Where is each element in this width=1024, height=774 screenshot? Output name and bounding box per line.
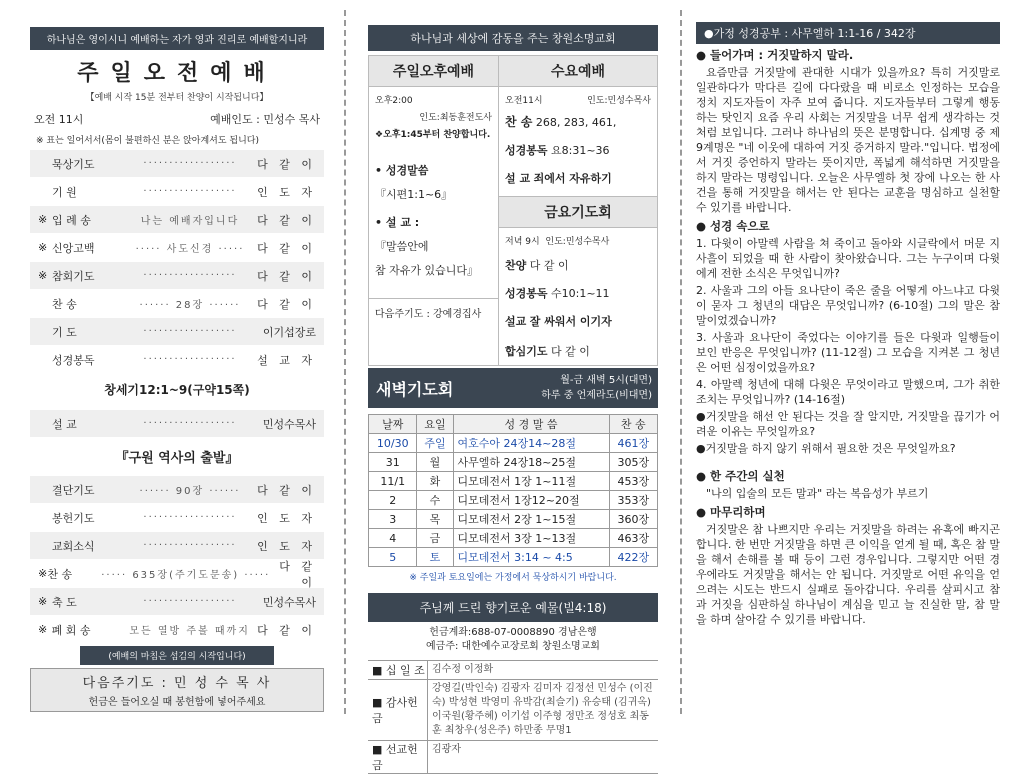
question-4: 4. 아말렉 청년에 대해 다윗은 무엇이라고 말했으며, 그가 취한 조치는 무엇입니까? (14-16절) <box>696 378 1000 406</box>
account-info <box>368 626 658 654</box>
table-cell: 463장 <box>609 529 657 548</box>
offering-row <box>368 741 658 774</box>
table-body <box>369 434 658 567</box>
order-list <box>30 150 324 373</box>
order-item-detail: 모든 열방 주볼 때까지 <box>129 626 250 637</box>
table-row <box>369 529 658 548</box>
question-2: 2. 사울과 그의 아들 요나단이 죽은 줄을 어떻게 아느냐고 다윗이 묻자 그 청년의 대답은 무엇입니까? (6-10절) 그의 말은 참말이었겠습니까? <box>696 284 1000 327</box>
order-item <box>30 178 324 205</box>
sunday-pm-sermon-2: 참 자유가 있습니다』 <box>375 264 479 277</box>
order-item <box>30 346 324 373</box>
order-item-star: ※ <box>38 213 48 226</box>
dawn-times <box>498 373 658 403</box>
order-item-person: 다 같 이 <box>279 559 316 589</box>
church-banner: 하나님과 세상에 감동을 주는 창원소명교회 <box>368 25 658 51</box>
order-item-person: 인 도 자 <box>257 185 316 199</box>
table-cell: 305장 <box>609 453 657 472</box>
account-number: 헌금계좌:688-07-0008890 경남은행 <box>429 627 597 638</box>
order-item-name: 입 례 송 <box>52 213 91 227</box>
order-item-name: 교회소식 <box>52 539 95 553</box>
table-cell: 11/1 <box>369 472 417 491</box>
offering-row <box>368 680 658 741</box>
services-grid <box>368 55 658 366</box>
wed-leader: 인도:민성수목사 <box>587 96 651 106</box>
intro-body: 요즘만큼 거짓말에 관대한 시대가 있을까요? 특히 거짓말로 일관하다가 막다른 길에 다다랐을 때 비로소 인정하는 모습을 정치 지도자들이 자주 보여 줍니다. 지도자들부터 그렇게 행동하는 탓인지 요즘 우리 사회는 거짓말을 너무 쉽게 생각하는 것처럼 보입니다. 그러나 하나님의 뜻은 분명합니다. 십계명 중 제9계명은 "네 이웃에 대하여 거짓 증거하지 말라."입니다. 법정에서 거짓 증언하지 말라는 뜻이지만, 폭넓게 해석하면 거짓말을 하지 말라는 명령입니다. 오늘은 사무엘하 첫 장에 나오는 한 사건을 통해 거짓말을 해서는 안 된다는 교훈을 명심하고 실천할 수 있기를 바랍니다. <box>696 66 1000 214</box>
offering-note: 헌금은 들어오실 때 봉헌함에 넣어주세요 <box>88 697 266 708</box>
table-cell: 360장 <box>609 510 657 529</box>
order-item-person: 다 같 이 <box>257 483 316 497</box>
table-cell: 2 <box>369 491 417 510</box>
column-divider-left <box>344 10 346 714</box>
table-cell: 수 <box>417 491 453 510</box>
closing-title: ● 마무리하며 <box>696 505 766 519</box>
next-prayer-leader: 다음주기도 : 민 성 수 목 사 <box>82 676 272 691</box>
order-item-name: 참회기도 <box>52 269 95 283</box>
wed-reading-value: 요8:31~36 <box>551 144 610 157</box>
order-item-name: 설 교 <box>52 417 77 431</box>
wed-sermon-label: 설 교 <box>505 172 531 185</box>
order-item-detail: ·················· <box>143 596 237 607</box>
order-item-person: 다 같 이 <box>257 241 316 255</box>
table-cell: 353장 <box>609 491 657 510</box>
order-item-detail: ·················· <box>143 186 237 197</box>
table-cell: 31 <box>369 453 417 472</box>
offering-type: ■ 감사헌금 <box>368 680 428 740</box>
table-note: ※ 주일과 토요일에는 가정에서 묵상하시기 바랍니다. <box>409 573 617 583</box>
question-1: 1. 다윗이 아말렉 사람을 쳐 죽이고 돌아와 시글락에서 머문 지 사흘이 되었을 때 한 사람이 찾아왔습니다. 그는 누구이며 다윗에게 전한 소식은 무엇입니까? <box>696 237 1000 280</box>
column-divider-right <box>680 10 682 714</box>
order-item-person: 다 같 이 <box>257 213 316 227</box>
order-item-star: ※ <box>38 595 48 608</box>
order-item-star: ※ <box>38 241 48 254</box>
wed-fri-box <box>499 56 657 365</box>
order-item-detail: ······ 90장 ······ <box>139 486 241 497</box>
sunday-pm-praise: ❖오후1:45부터 찬양합니다. <box>375 130 491 140</box>
table-cell: 주일 <box>417 434 453 453</box>
study-header: ●가정 성경공부 : 사무엘하 1:1-16 / 342장 <box>696 22 1000 44</box>
fri-sermon-label: 설교 <box>505 315 527 328</box>
order-item <box>30 318 324 345</box>
fri-pray-label: 합심기도 <box>505 345 548 358</box>
order-item <box>30 262 324 289</box>
sunday-pm-title: 주일오후예배 <box>369 56 498 87</box>
order-item-name: 봉헌기도 <box>52 511 95 525</box>
service-leader: 예배인도 : 민성수 목사 <box>210 113 320 126</box>
wed-hymn-value: 268, 283, 461, <box>535 116 617 129</box>
table-cell: 디모데전서 1장12~20절 <box>453 491 609 510</box>
wed-hymn-label: 찬 송 <box>505 115 533 129</box>
table-row <box>369 434 658 453</box>
order-item <box>30 532 324 559</box>
fri-pray-value: 다 같 이 <box>551 345 590 358</box>
order-item-name: 축 도 <box>52 595 77 609</box>
order-item-detail: ·················· <box>143 540 237 551</box>
closing-body: 거짓말은 참 나쁘지만 우리는 거짓말을 하려는 유혹에 빠지곤 합니다. 한 번만 거짓말을 하면 큰 이익을 얻게 될 때, 혹은 참 말을 해서 손해를 볼 때 등이 그런 경우입니다. 그렇지만 어떤 경우에라도 거짓말을 해서는 안 됩니다. 거짓말로 어떤 유익을 얻으려는 시도는 반드시 실패로 돌아갑니다. 우리를 살피시고 참과 거짓을 심판하실 하나님이 계심을 믿고 늘 진실한 말, 참 말을 하며 살아갈 수 있기를 바랍니다. <box>696 523 1000 626</box>
sunday-pm-time: 오후2:00 <box>375 96 413 106</box>
offering-names: 김광자 <box>432 744 461 755</box>
table-row <box>369 453 658 472</box>
order-item-person: 다 같 이 <box>257 623 316 637</box>
fri-reading <box>499 283 657 303</box>
sunday-pm-sermon-1: 『말씀안에 <box>375 240 429 253</box>
sunday-pm-sermon-label: • 설 교 : <box>375 216 420 229</box>
order-item <box>30 206 324 233</box>
fri-sermon-value: 잘 싸워서 이기자 <box>529 315 612 328</box>
order-item-name: 묵상기도 <box>52 157 95 171</box>
dawn-line-2: 하루 중 언제라도(비대면) <box>541 390 652 401</box>
sunday-pm-reading: 『시편1:1~6』 <box>375 188 453 201</box>
dawn-prayer-banner <box>368 368 658 408</box>
order-item-star: ※ <box>38 623 48 636</box>
order-item-detail: ·················· <box>143 354 237 365</box>
sunday-pm-box <box>369 56 499 365</box>
order-item-detail: ·················· <box>143 418 237 429</box>
bullet-1: ●거짓말을 해선 안 된다는 것을 잘 알지만, 거짓말을 끊기가 어려운 이유는 무엇일까요? <box>696 410 1000 438</box>
order-list-closing <box>30 476 324 643</box>
table-header-cell: 요일 <box>417 415 453 434</box>
reading-table <box>368 414 658 567</box>
offering-names: 강영길(박인숙) 김광자 김미자 김정선 민성수 (이진숙) 박성현 박영미 유박감(최슬기) 유승태 (김귀옥) 이국원(황주혜) 이기섭 이주형 정만조 정성호 최동훈 최창우(성은주) 하만종 무명1 <box>432 683 653 736</box>
table-cell: 453장 <box>609 472 657 491</box>
order-item-name: 기 원 <box>52 185 77 199</box>
table-header-cell: 찬 송 <box>609 415 657 434</box>
fri-time-row <box>499 232 657 249</box>
table-cell: 4 <box>369 529 417 548</box>
order-item-detail: ·················· <box>143 270 237 281</box>
order-item-name: 기 도 <box>52 325 77 339</box>
verse-banner: 하나님은 영이시니 예배하는 자가 영과 진리로 예배할지니라 <box>30 27 324 50</box>
order-item-detail: ·················· <box>143 326 237 337</box>
order-item <box>30 234 324 261</box>
table-row <box>369 510 658 529</box>
order-item-detail: ······ 28장 ······ <box>139 300 241 311</box>
subtitle: 【예배 시작 15분 전부터 찬양이 시작됩니다】 <box>85 93 269 103</box>
wed-sermon-value: 죄에서 자유하기 <box>533 172 612 185</box>
table-cell: 5 <box>369 548 417 567</box>
order-item-person: 설 교 자 <box>257 353 316 367</box>
order-item-person: 다 같 이 <box>257 157 316 171</box>
fri-time: 저녁 9시 <box>505 237 540 247</box>
order-item-star: ※ <box>38 567 48 580</box>
order-item-name: 폐 회 송 <box>51 623 91 637</box>
order-item <box>30 410 324 437</box>
bullet-2: ●거짓말을 하지 않기 위해서 필요한 것은 무엇일까요? <box>696 442 956 455</box>
table-cell: 디모데전서 3장 1~13절 <box>453 529 609 548</box>
morning-service-column <box>30 0 324 724</box>
fri-praise-label: 찬양 <box>505 259 527 272</box>
dawn-title: 새벽기도회 <box>376 379 454 399</box>
order-item <box>30 616 324 643</box>
wed-reading <box>499 140 657 160</box>
order-item-person: 민성수목사 <box>262 417 316 431</box>
order-item-detail: ····· 635장(주기도문송) ····· <box>101 570 271 581</box>
table-cell: 디모데전서 3:14 ~ 4:5 <box>453 548 609 567</box>
table-row <box>369 491 658 510</box>
table-header <box>369 415 658 434</box>
order-item <box>30 560 324 587</box>
table-cell: 461장 <box>609 434 657 453</box>
order-item-detail: ·················· <box>143 158 237 169</box>
table-cell: 10/30 <box>369 434 417 453</box>
order-item-person: 이기섭장로 <box>262 325 316 339</box>
order-item-name: 찬 송 <box>47 567 73 581</box>
wed-hymn <box>499 111 657 132</box>
order-item <box>30 588 324 615</box>
table-cell: 3 <box>369 510 417 529</box>
table-cell: 월 <box>417 453 453 472</box>
account-holder: 예금주: 대한예수교장로회 창원소명교회 <box>426 641 600 652</box>
time-leader-row <box>30 111 324 127</box>
order-item-detail: 나는 예배자입니다 <box>140 216 240 227</box>
fri-pray <box>499 341 657 365</box>
order-item <box>30 504 324 531</box>
order-item-name: 찬 송 <box>52 297 77 311</box>
end-banner: (예배의 마침은 섬김의 시작입니다) <box>80 646 274 665</box>
fri-reading-label: 성경봉독 <box>505 287 548 300</box>
table-row <box>369 548 658 567</box>
table-cell: 디모데전서 1장 1~11절 <box>453 472 609 491</box>
order-item-person: 다 같 이 <box>257 269 316 283</box>
inside-title: ● 성경 속으로 <box>696 219 770 233</box>
weekly-services-column <box>368 0 658 772</box>
next-prayer-box <box>30 668 324 712</box>
fri-praise-value: 다 같 이 <box>529 259 569 272</box>
order-item-detail: ····· 사도신경 ····· <box>135 244 245 255</box>
fri-leader: 인도:민성수목사 <box>545 237 610 247</box>
order-item-person: 민성수목사 <box>262 595 316 609</box>
table-row <box>369 472 658 491</box>
offering-type: ■ 선교헌금 <box>368 741 428 773</box>
standing-note: ※ 표는 일어서서(몸이 불편하신 분은 앉아계셔도 됩니다) <box>36 136 259 146</box>
fri-title: 금요기도회 <box>499 196 657 228</box>
question-3: 3. 사울과 요나단이 죽었다는 이야기를 들은 다윗과 일행들이 보인 반응은 무엇입니까? (11-12절) 그 모습을 지켜본 그 청년은 어떤 심정이었을까요? <box>696 331 1000 374</box>
sunday-pm-next: 다음주기도 : 강예경집사 <box>369 298 498 326</box>
order-item <box>30 150 324 177</box>
intro-title: ● 들어가며 : 거짓말하지 말라. <box>696 48 854 62</box>
fri-praise <box>499 255 657 275</box>
wed-title: 수요예배 <box>499 56 657 87</box>
order-item-detail: ·················· <box>143 512 237 523</box>
table-cell: 화 <box>417 472 453 491</box>
table-header-cell: 성 경 말 씀 <box>453 415 609 434</box>
order-item-person: 인 도 자 <box>257 539 316 553</box>
fri-sermon <box>499 311 657 331</box>
order-item-person: 다 같 이 <box>257 297 316 311</box>
service-time: 오전 11시 <box>34 113 84 126</box>
order-item-name: 신앙고백 <box>52 241 95 255</box>
sunday-pm-leader: 인도:최동훈전도사 <box>419 113 492 123</box>
order-item-star: ※ <box>38 269 48 282</box>
order-list-sermon <box>30 410 324 437</box>
table-cell: 여호수아 24장14~28절 <box>453 434 609 453</box>
order-item <box>30 476 324 503</box>
offering-type: ■ 십 일 조 <box>368 661 428 679</box>
practice-body: "나의 입술의 모든 말과" 라는 복음성가 부르기 <box>706 487 929 500</box>
sunday-pm-reading-label: • 성경말씀 <box>375 164 429 177</box>
offering-row <box>368 661 658 680</box>
page-title: 주일오전예배 <box>77 61 277 86</box>
order-item-person: 인 도 자 <box>257 511 316 525</box>
wed-time-row <box>499 91 657 108</box>
table-cell: 목 <box>417 510 453 529</box>
fri-reading-value: 수10:1~11 <box>551 287 610 300</box>
order-item-name: 결단기도 <box>52 483 95 497</box>
wed-sermon <box>499 168 657 188</box>
table-cell: 사무엘하 24장18~25절 <box>453 453 609 472</box>
table-cell: 토 <box>417 548 453 567</box>
table-cell: 422장 <box>609 548 657 567</box>
wed-reading-label: 성경봉독 <box>505 144 548 157</box>
footer <box>30 646 324 712</box>
dawn-line-1: 월-금 새벽 5시(대면) <box>560 375 652 386</box>
wed-time: 오전11시 <box>505 96 543 106</box>
order-item-name: 성경봉독 <box>52 353 95 367</box>
offering-names: 김수정 이정화 <box>432 664 494 675</box>
scripture-ref: 창세기12:1~9(구약15쪽) <box>104 383 250 397</box>
offering-list <box>368 660 658 774</box>
bible-study-column <box>696 0 1000 724</box>
table-cell: 디모데전서 2장 1~15절 <box>453 510 609 529</box>
practice-title: ● 한 주간의 실천 <box>696 469 785 483</box>
offering-banner: 주님께 드린 향기로운 예물(빌4:18) <box>368 593 658 622</box>
sermon-title: 『구원 역사의 출발』 <box>115 451 239 466</box>
table-header-cell: 날짜 <box>369 415 417 434</box>
order-item <box>30 290 324 317</box>
table-cell: 금 <box>417 529 453 548</box>
